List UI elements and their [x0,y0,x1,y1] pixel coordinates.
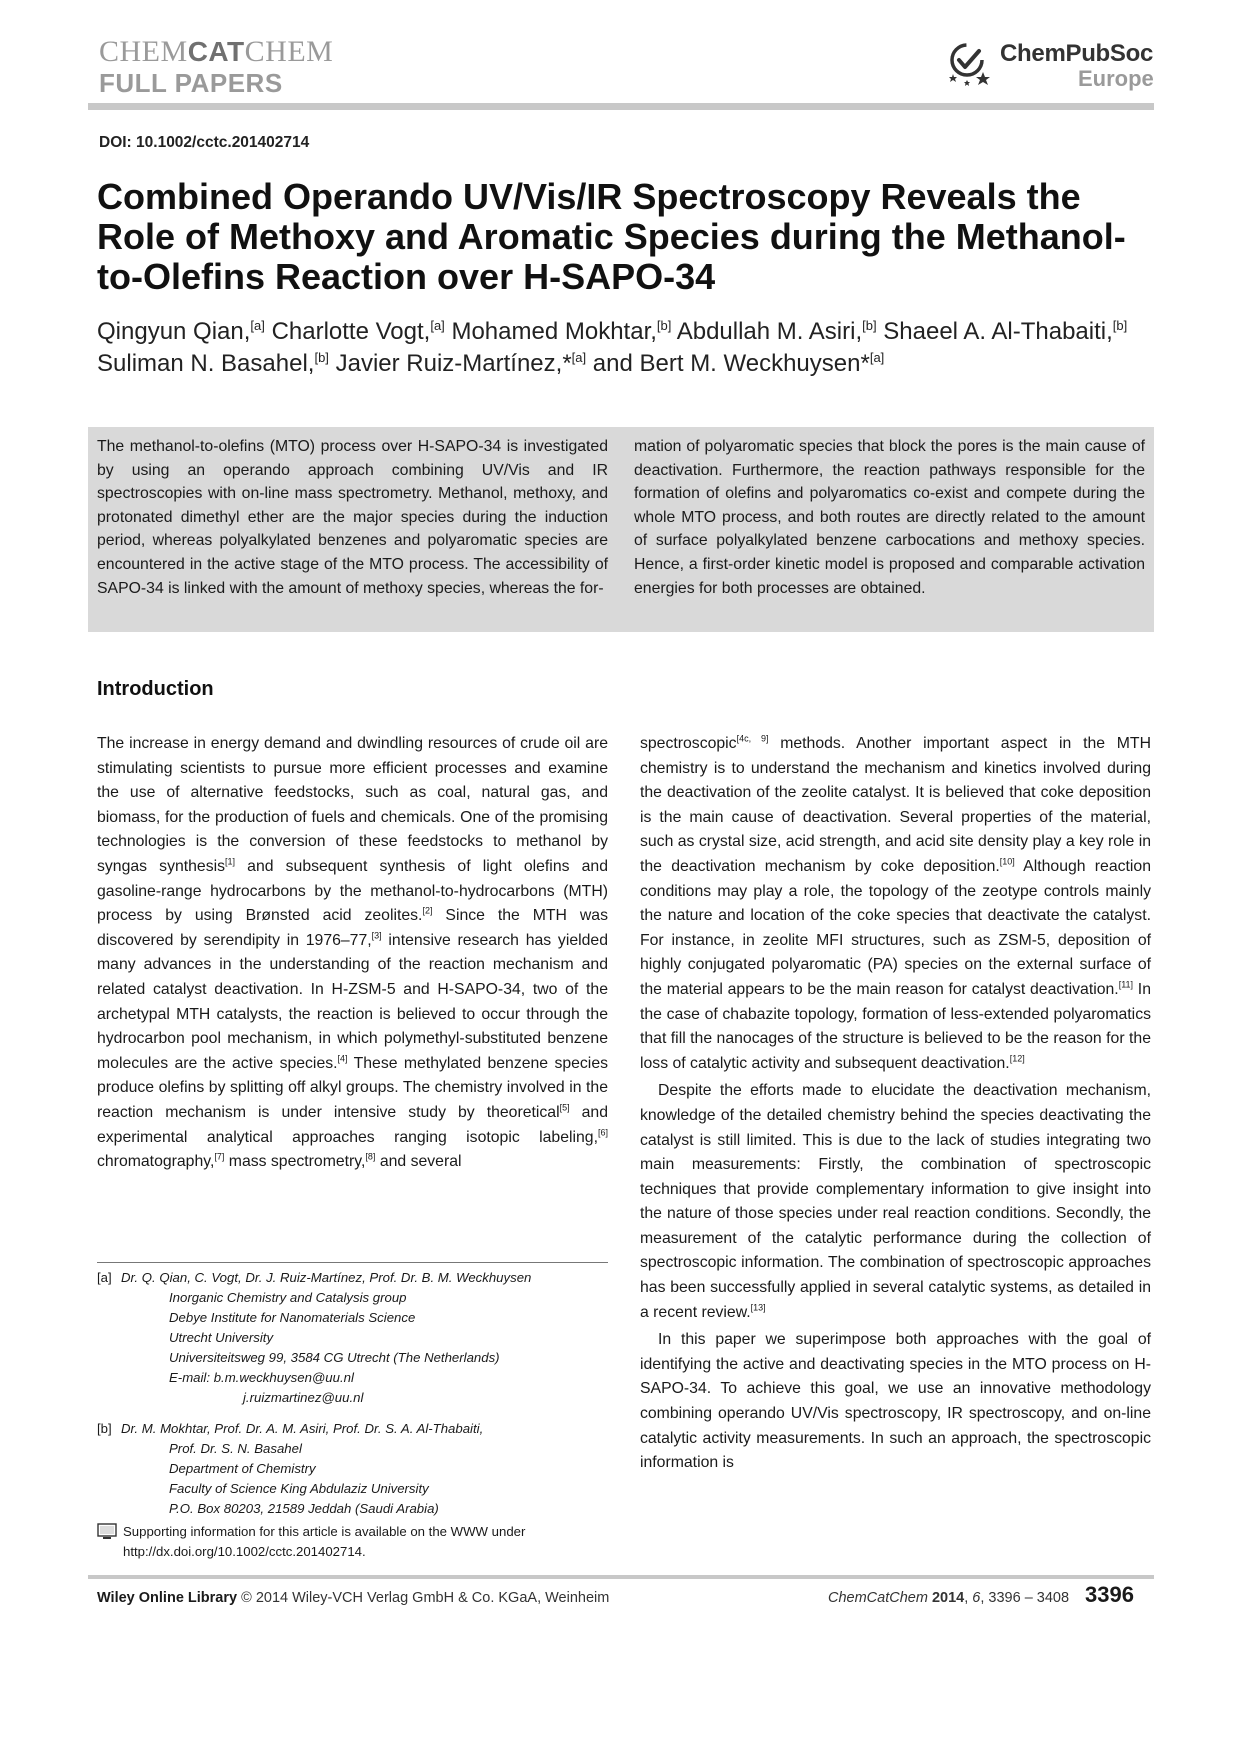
body-right-column [640,732,1151,1476]
footer-volume: 6 [972,1590,981,1606]
author-list [97,316,1157,380]
body-text: Although reaction conditions may play a role, the topology of the zeotype controls mainly the nature and location of the coke species that deactivate the catalyst. For instance, in zeolite MFI structures, such as ZSM-5, deposition of highly conjugated polyaromatic (PA) species on the external surface of the material appears to be the main reason for catalyst deactivation. [640,857,1152,998]
supporting-info-link[interactable]: http://dx.doi.org/10.1002/cctc.201402714. [123,1544,366,1559]
body-left-column [97,732,608,1175]
copyright-text: © 2014 Wiley-VCH Verlag GmbH & Co. KGaA, Weinheim [241,1590,610,1606]
paragraph-1 [97,732,608,1175]
author-name: Charlotte Vogt, [271,318,431,345]
author-affiliation-mark: [a] [250,318,265,333]
footer-year: 2014 [931,1590,965,1606]
author-affiliation-mark: [a] [430,318,445,333]
supporting-info [97,1522,608,1562]
article-section: FULL PAPERS [99,68,283,98]
affiliation-a [97,1268,608,1408]
body-text: and experimental analytical approaches ranging isotopic labeling, [97,1103,609,1146]
body-text: Since the MTH was discovered by serendipity in 1976–77, [97,907,608,949]
page-number: 3396 [1085,1582,1134,1607]
citation-reference[interactable]: [7] [214,1151,225,1162]
affiliation-b-line: Department of Chemistry [169,1461,316,1476]
journal-name [99,36,333,68]
citation-reference[interactable]: [2] [422,905,433,916]
paragraph-1-continued [640,732,1151,1076]
affiliation-a-line: Inorganic Chemistry and Catalysis group [169,1290,407,1305]
computer-icon [97,1523,117,1541]
paragraph-2 [640,1079,1151,1325]
section-heading-introduction: Introduction [97,678,214,700]
citation-reference[interactable]: [13] [750,1302,766,1313]
author-name: Mohamed Mokhtar, [451,318,657,345]
body-text: mass spectrometry, [224,1153,366,1171]
body-text: Despite the efforts made to elucidate the deactivation mechanism, knowledge of the detailed chemistry behind the species deactivating the catalyst is still limited. This is due to the lack of studies integrating two main measurements: Firstly, the combination of spectroscopic techniques that provide complementary information to give insight into the nature of those species under real reaction conditions. Secondly, the measurement of the catalytic performance during the collection of spectroscopic information. The combination of spectroscopic approaches has been successfully applied in several catalytic systems, as detailed in a recent review. [640,1082,1151,1321]
abstract-box [88,427,1154,632]
abstract-left-column: The methanol-to-olefins (MTO) process over H-SAPO-34 is investigated by using an operando approach combining UV/Vis and IR spectroscopies with on-line mass spectrometry. Methanol, methoxy, and protonated dimethyl ether are the major species during the induction period, whereas polyalkylated benzenes and polyaromatic species are encountered in the active stage of the MTO process. The accessibility of SAPO-34 is linked with the amount of methoxy species, whereas the for- [97,438,608,597]
doi: DOI: 10.1002/cctc.201402714 [99,134,310,151]
author-name: and Bert M. Weckhuysen* [592,350,870,377]
author-affiliation-mark: [a] [571,350,587,365]
footer-divider [88,1575,1154,1579]
citation-reference[interactable]: [10] [999,856,1015,867]
citation-reference[interactable]: [3] [371,930,382,941]
journal-mid: CAT [187,36,245,67]
header-divider [88,103,1154,110]
citation-reference[interactable]: [11] [1118,979,1134,990]
journal-prefix: CHEM [99,35,188,68]
chempubsoc-logo-icon [945,38,999,88]
citation-reference[interactable]: [6] [597,1127,608,1138]
affiliation-b-line: P.O. Box 80203, 21589 Jeddah (Saudi Arabia) [169,1501,439,1516]
affiliation-a-line: Utrecht University [169,1330,274,1345]
footnote-divider [97,1262,608,1263]
citation-reference[interactable]: [4c, 9] [736,733,769,744]
affiliation-b-line: Dr. M. Mokhtar, Prof. Dr. A. M. Asiri, Prof. Dr. S. A. Al-Thabaiti, [121,1421,484,1436]
publisher-region: Europe [1078,66,1154,91]
publisher-name: ChemPubSoc [1000,40,1154,67]
affiliation-a-line: Dr. Q. Qian, C. Vogt, Dr. J. Ruiz-Martínez, Prof. Dr. B. M. Weckhuysen [121,1270,532,1285]
footer-pages: 3396 – 3408 [988,1590,1070,1606]
citation-reference[interactable]: [4] [337,1053,348,1064]
paragraph-3 [640,1328,1151,1476]
affiliation-b-line: Faculty of Science King Abdulaziz University [169,1481,429,1496]
body-text: chromatography, [97,1153,215,1171]
article-title: Combined Operando UV/Vis/IR Spectroscopy Reveals the Role of Methoxy and Aromatic Species during the Methanol-to-Olefins Reaction over H-SAPO-34 [97,176,1126,297]
footer-citation: ChemCatChem 2014, 6, 3396 – 3408 [828,1590,1070,1606]
body-text: and subsequent synthesis of light olefins and gasoline-range hydrocarbons by the methanol-to-hydrocarbons (MTH) process by using Brønsted acid zeolites. [97,857,608,925]
abstract-right-column: mation of polyaromatic species that block the pores is the main cause of deactivation. Furthermore, the reaction pathways responsible for the formation of olefins and polyaromatics co-exist and compete during the whole MTO process, and both routes are directly related to the amount of surface polyalkylated benzene carbocations and methoxy species. Hence, a first-order kinetic model is proposed and comparable activation energies for both processes are obtained. [634,438,1145,597]
citation-reference[interactable]: [8] [365,1151,376,1162]
affiliation-a-email[interactable]: j.ruizmartinez@uu.nl [243,1390,364,1405]
citation-reference[interactable]: [5] [559,1102,570,1113]
affiliation-b-label: [b] [97,1421,112,1436]
citation-reference[interactable]: [1] [225,856,236,867]
affiliation-b-line: Prof. Dr. S. N. Basahel [169,1441,302,1456]
author-affiliation-mark: [b] [314,350,329,365]
supporting-info-text: Supporting information for this article is available on the WWW under [123,1524,526,1539]
body-text: These methylated benzene species produce olefins by splitting off alkyl groups. The chemistry involved in the reaction mechanism is under intensive study by theoretical [97,1054,609,1121]
author-affiliation-mark: [a] [869,350,885,365]
affiliation-b [97,1419,608,1519]
affiliation-a-email[interactable]: E-mail: b.m.weckhuysen@uu.nl [169,1370,354,1385]
affiliation-a-line: Universiteitsweg 99, 3584 CG Utrecht (The Netherlands) [169,1350,500,1365]
author-name: Qingyun Qian, [97,318,251,345]
body-text: In this paper we superimpose both approaches with the goal of identifying the active and deactivating species in the MTO process on H-SAPO-34. To achieve this goal, we use an innovative methodology combining operando UV/Vis spectroscopy, IR spectroscopy, and on-line catalytic activity measurements. In such an approach, the spectroscopic information is [640,1331,1151,1472]
wiley-online-library-link[interactable]: Wiley Online Library [97,1590,238,1606]
journal-suffix: CHEM [244,35,334,68]
body-text: and several [375,1153,462,1171]
affiliation-a-line: Debye Institute for Nanomaterials Science [169,1310,416,1325]
author-name: Javier Ruiz-Martínez,* [335,350,572,377]
author-affiliation-mark: [b] [1112,318,1128,333]
body-text: spectroscopic [640,735,737,752]
body-text: intensive research has yielded many advances in the understanding of the reaction mechanism and related catalyst deactivation. In H-ZSM-5 and H-SAPO-34, two of the archetypal MTH catalysts, the reaction is believed to occur through the hydrocarbon pool mechanism, in which polymethyl-substituted benzene molecules are the active species. [97,931,608,1072]
author-affiliation-mark: [b] [862,318,877,333]
author-name: Abdullah M. Asiri, [676,318,863,345]
body-text: The increase in energy demand and dwindling resources of crude oil are stimulating scientists to pursue more efficient processes and examine the use of alternative feedstocks, such as coal, natural gas, and biomass, for the production of fuels and chemicals. One of the promising technologies is the conversion of these feedstocks to methanol by syngas synthesis [97,735,608,875]
footer-copyright [97,1590,609,1606]
footer-journal: ChemCatChem [828,1590,928,1606]
body-text: In the case of chabazite topology, formation of less-extended polyaromatics that fill the nanocages of the structure is believed to be the reason for the loss of catalytic activity and subsequent deactivation. [640,980,1151,1072]
author-name: Suliman N. Basahel, [97,350,315,377]
author-name: Shaeel A. Al-Thabaiti, [883,318,1113,345]
affiliation-a-label: [a] [97,1270,112,1285]
citation-reference[interactable]: [12] [1009,1053,1025,1064]
body-text: methods. Another important aspect in the MTH chemistry is to understand the mechanism and kinetics involved during the deactivation of the zeolite catalyst. It is believed that coke deposition is the main cause of deactivation. Several properties of the material, such as crystal size, acid strength, and acid site density play a key role in the deactivation mechanism by coke deposition. [640,735,1152,875]
author-affiliation-mark: [b] [656,318,672,333]
